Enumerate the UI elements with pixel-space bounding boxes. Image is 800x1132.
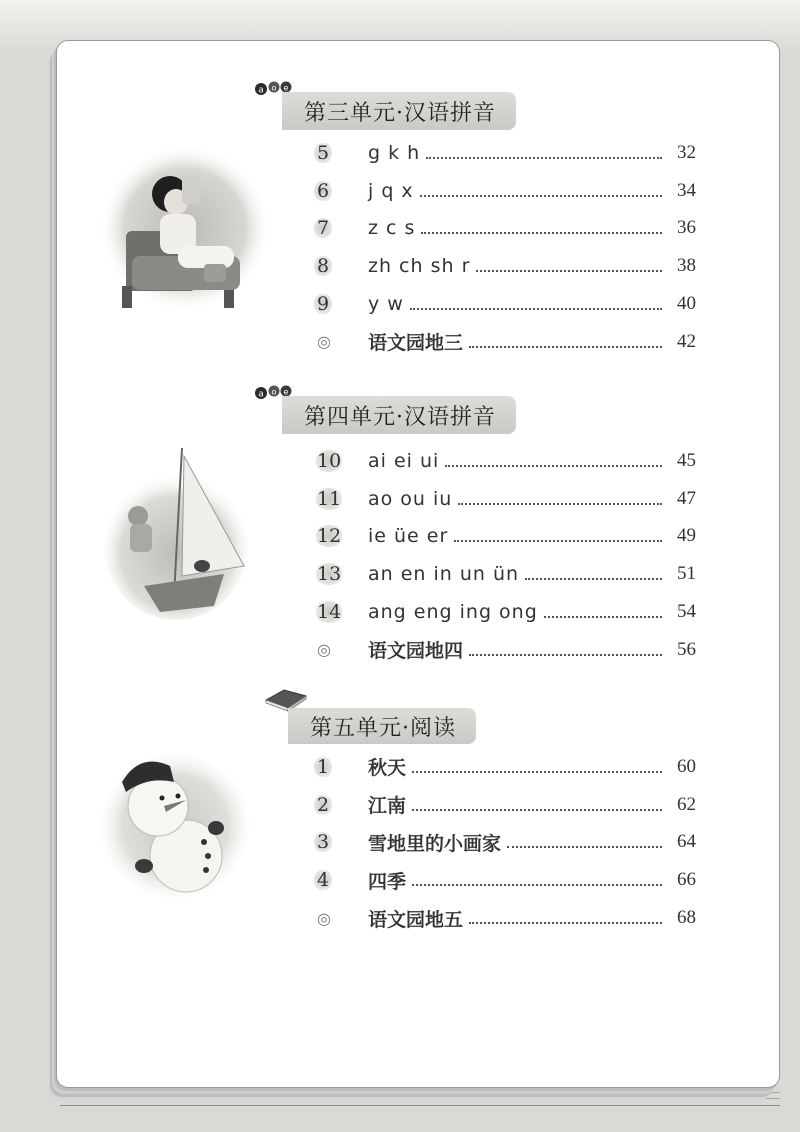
- svg-text:o: o: [271, 387, 277, 397]
- lesson-number: 11: [312, 488, 368, 510]
- page-number: 49: [677, 525, 696, 547]
- toc-entry[interactable]: [312, 285, 696, 323]
- toc-entry[interactable]: [312, 555, 696, 593]
- lesson-title: j q x: [368, 179, 414, 202]
- toc-entry[interactable]: [312, 593, 696, 631]
- toc-entry[interactable]: [312, 899, 696, 937]
- dot-leader: [420, 195, 662, 197]
- lesson-title: 秋天: [368, 757, 407, 780]
- lesson-number: 10: [312, 450, 368, 472]
- snowman-illustration: [100, 746, 250, 898]
- svg-text:e: e: [283, 83, 289, 93]
- toc-entry[interactable]: [312, 861, 696, 899]
- lesson-number: 1: [312, 756, 368, 778]
- dot-leader: [412, 884, 662, 886]
- page-number: 42: [677, 330, 696, 352]
- page-number: 62: [677, 793, 696, 815]
- lesson-title: 雪地里的小画家: [368, 832, 502, 855]
- garden-circle-icon: ◎: [317, 908, 331, 928]
- page-number: 34: [677, 179, 696, 201]
- toc-entry[interactable]: [312, 824, 696, 862]
- lesson-number: 2: [312, 794, 368, 816]
- lesson-title: ao ou iu: [368, 487, 453, 510]
- page-number: 60: [677, 755, 696, 777]
- page-number: 68: [677, 907, 696, 929]
- page-number: 32: [677, 141, 696, 163]
- page-number: 45: [677, 449, 696, 471]
- page-number: 54: [677, 601, 696, 623]
- toc-entry[interactable]: [312, 323, 696, 361]
- lesson-number: 13: [312, 563, 368, 585]
- garden-circle-icon: ◎: [317, 640, 331, 660]
- lesson-title: an en in un ün: [368, 563, 520, 586]
- page-number: 40: [677, 293, 696, 315]
- dot-leader: [469, 654, 662, 656]
- lesson-number: 6: [312, 180, 368, 202]
- lesson-number: 14: [312, 601, 368, 623]
- dot-leader: [469, 346, 662, 348]
- lesson-number: 9: [312, 293, 368, 315]
- toc-list: [312, 442, 696, 669]
- unit-heading: 第五单元·阅读: [288, 708, 476, 744]
- dot-leader: [525, 578, 662, 580]
- dot-leader: [469, 922, 662, 924]
- toc-list: [312, 134, 696, 361]
- dot-leader: [445, 465, 662, 467]
- lesson-title: y w: [368, 293, 404, 316]
- sailboat-illustration: [104, 446, 254, 622]
- lesson-title: 江南: [368, 795, 407, 818]
- svg-text:a: a: [258, 389, 264, 400]
- page-number: 38: [677, 255, 696, 277]
- toc-entry[interactable]: [312, 518, 696, 556]
- toc-entry[interactable]: [312, 442, 696, 480]
- page-number: 66: [677, 869, 696, 891]
- page-number: 51: [677, 563, 696, 585]
- svg-text:e: e: [283, 387, 289, 397]
- dot-leader: [454, 540, 662, 542]
- toc-entry[interactable]: [312, 247, 696, 285]
- toc-entry[interactable]: [312, 134, 696, 172]
- lesson-number: 3: [312, 831, 368, 853]
- toc-entry[interactable]: [312, 786, 696, 824]
- dot-leader: [412, 771, 662, 773]
- dot-leader: [426, 157, 662, 159]
- dot-leader: [412, 809, 662, 811]
- lesson-number: 12: [312, 525, 368, 547]
- svg-text:a: a: [258, 85, 264, 96]
- girl-on-chair-illustration: [96, 136, 274, 316]
- toc-entry[interactable]: [312, 748, 696, 786]
- lesson-number: 7: [312, 217, 368, 239]
- lesson-title: g k h: [368, 141, 421, 164]
- page-number: 56: [677, 638, 696, 660]
- dot-leader: [410, 308, 662, 310]
- lesson-title: 四季: [368, 870, 407, 893]
- toc-entry[interactable]: [312, 210, 696, 248]
- page-number: 47: [677, 487, 696, 509]
- garden-circle-icon: ◎: [317, 332, 331, 352]
- dot-leader: [507, 846, 662, 848]
- toc-entry[interactable]: [312, 480, 696, 518]
- dot-leader: [476, 270, 662, 272]
- lesson-number: 8: [312, 255, 368, 277]
- lesson-title: ai ei ui: [368, 449, 440, 472]
- unit-heading: 第四单元·汉语拼音: [282, 396, 516, 434]
- dot-leader: [544, 616, 662, 618]
- page-number: 64: [677, 831, 696, 853]
- lesson-title: 语文园地三: [368, 332, 464, 355]
- unit-heading: 第三单元·汉语拼音: [282, 92, 516, 130]
- lesson-title: zh ch sh r: [368, 255, 471, 278]
- toc-entry[interactable]: [312, 172, 696, 210]
- lesson-number: 5: [312, 142, 368, 164]
- lesson-title: ang eng ing ong: [368, 601, 538, 624]
- svg-text:o: o: [271, 83, 277, 93]
- dot-leader: [458, 503, 662, 505]
- toc-list: [312, 748, 696, 937]
- page-number: 36: [677, 217, 696, 239]
- lesson-number: 4: [312, 869, 368, 891]
- lesson-title: z c s: [368, 217, 416, 240]
- dot-leader: [421, 232, 662, 234]
- lesson-title: ie üe er: [368, 525, 449, 548]
- toc-entry[interactable]: [312, 631, 696, 669]
- lesson-title: 语文园地四: [368, 640, 464, 663]
- lesson-title: 语文园地五: [368, 908, 464, 931]
